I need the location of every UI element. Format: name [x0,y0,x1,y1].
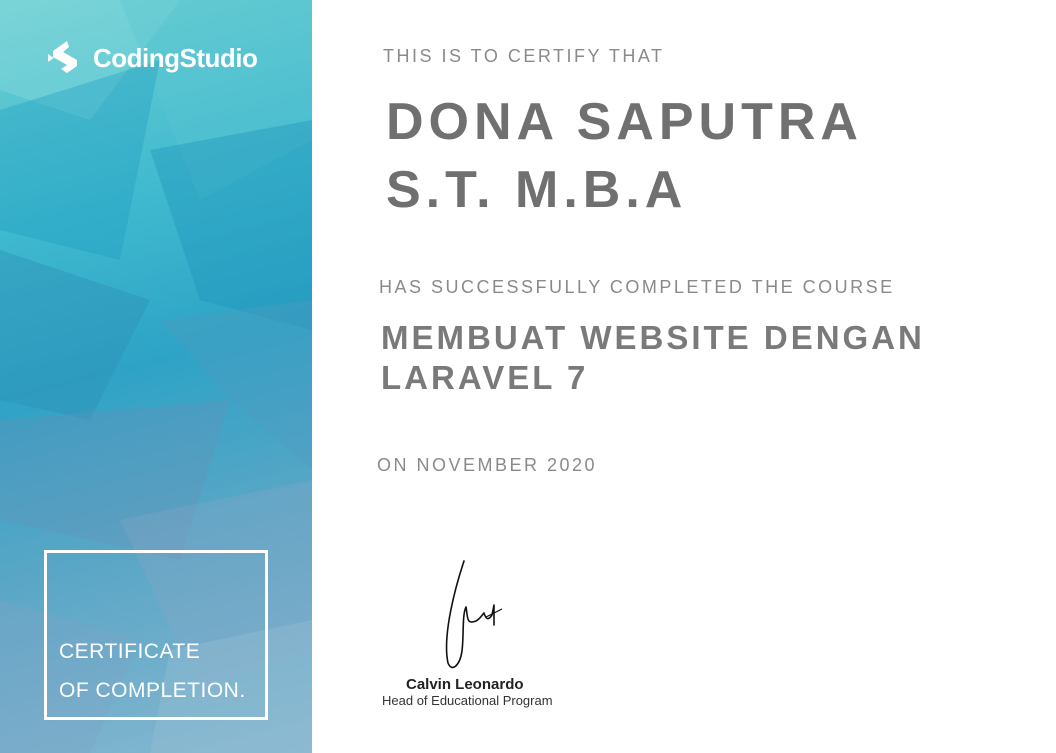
signature-image [432,555,512,675]
certificate-body [312,0,1056,753]
recipient-name [386,88,863,224]
brand-sidebar [0,0,312,753]
recipient-name-line2: S.T. M.B.A [386,161,688,219]
completed-course-label: HAS SUCCESSFULLY COMPLETED THE COURSE [379,277,895,297]
certificate-label-line2: OF COMPLETION. [59,679,246,702]
certify-intro: THIS IS TO CERTIFY THAT [383,46,665,66]
course-title-line1: MEMBUAT WEBSITE DENGAN [381,319,925,356]
brand-logo-text: CodingStudio [93,42,258,73]
course-title-line2: LARAVEL 7 [381,359,589,396]
recipient-name-line1: DONA SAPUTRA [386,93,863,151]
brand-logo [45,38,257,78]
course-title [381,318,925,398]
certificate-label-line1: CERTIFICATE [59,640,201,663]
coding-studio-s-icon [45,38,85,78]
certificate-of-completion-box [44,550,268,720]
signatory-title: Head of Educational Program [382,693,553,708]
signatory-name: Calvin Leonardo [406,676,524,693]
completion-date: ON NOVEMBER 2020 [377,455,598,475]
